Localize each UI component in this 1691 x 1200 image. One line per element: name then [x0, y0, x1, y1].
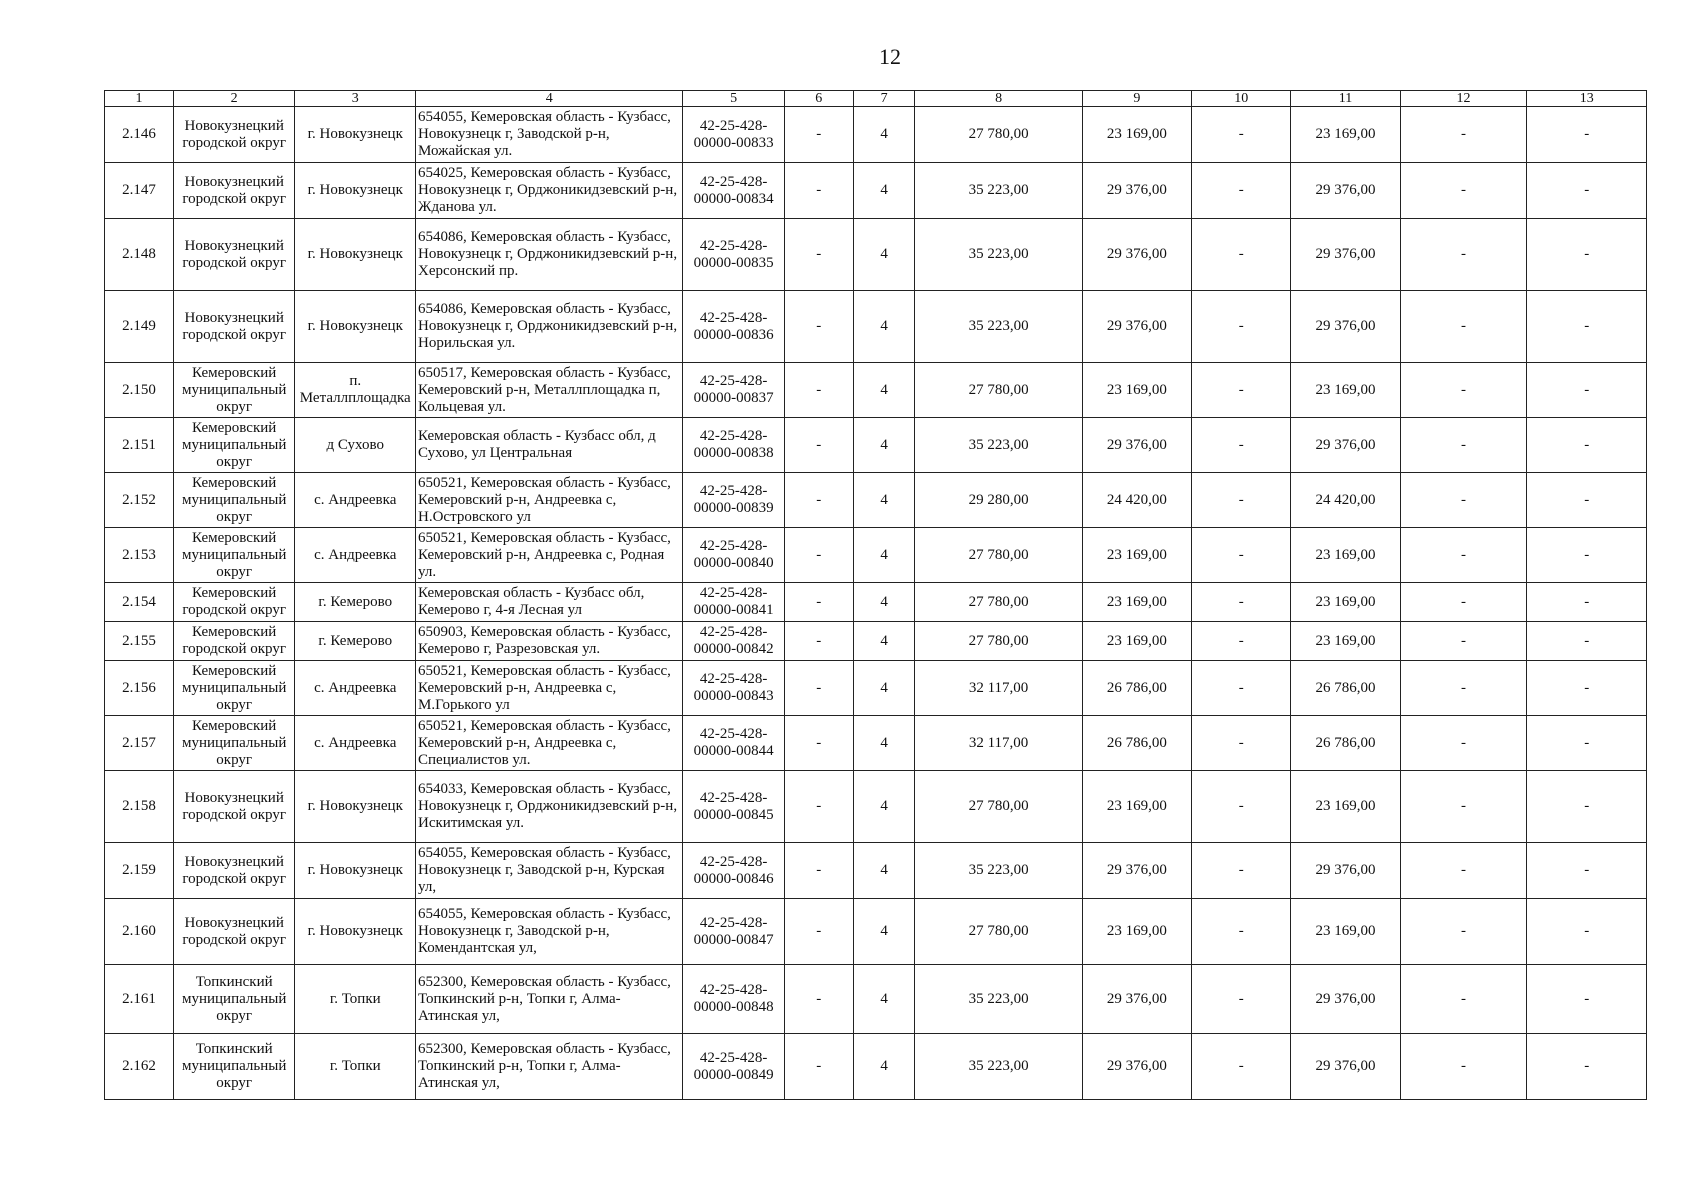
code-cell: 42-25-428-00000-00839 — [683, 473, 784, 528]
column-header: 10 — [1192, 91, 1291, 107]
column-header: 4 — [416, 91, 683, 107]
col8-cell: 35 223,00 — [915, 965, 1082, 1034]
col11-cell: 29 376,00 — [1291, 843, 1400, 899]
district-cell: Новокузнецкий городской округ — [173, 163, 295, 219]
col11-cell: 24 420,00 — [1291, 473, 1400, 528]
address-cell: 650521, Кемеровская область - Кузбасс, Кемеровский р-н, Андреевка с, Специалистов ул. — [416, 716, 683, 771]
col11-cell: 26 786,00 — [1291, 716, 1400, 771]
col6-cell: - — [784, 716, 853, 771]
col13-cell: - — [1527, 528, 1647, 583]
col11-cell: 29 376,00 — [1291, 163, 1400, 219]
col7-cell: 4 — [853, 716, 915, 771]
col11-cell: 29 376,00 — [1291, 1034, 1400, 1100]
column-header: 13 — [1527, 91, 1647, 107]
col11-cell: 23 169,00 — [1291, 107, 1400, 163]
col12-cell: - — [1400, 622, 1527, 661]
locality-cell: г. Кемерово — [295, 622, 416, 661]
col7-cell: 4 — [853, 418, 915, 473]
address-cell: 654086, Кемеровская область - Кузбасс, Новокузнецк г, Орджоникидзевский р-н, Норильская ул. — [416, 291, 683, 363]
col8-cell: 29 280,00 — [915, 473, 1082, 528]
table-row — [105, 843, 1647, 899]
col10-cell: - — [1192, 583, 1291, 622]
code-cell: 42-25-428-00000-00849 — [683, 1034, 784, 1100]
col9-cell: 29 376,00 — [1082, 1034, 1191, 1100]
col9-cell: 23 169,00 — [1082, 583, 1191, 622]
column-header: 7 — [853, 91, 915, 107]
col13-cell: - — [1527, 107, 1647, 163]
col6-cell: - — [784, 363, 853, 418]
district-cell: Кемеровский муниципальный округ — [173, 418, 295, 473]
code-cell: 42-25-428-00000-00836 — [683, 291, 784, 363]
col9-cell: 23 169,00 — [1082, 528, 1191, 583]
col7-cell: 4 — [853, 771, 915, 843]
locality-cell: г. Новокузнецк — [295, 107, 416, 163]
col9-cell: 29 376,00 — [1082, 219, 1191, 291]
col8-cell: 27 780,00 — [915, 899, 1082, 965]
col12-cell: - — [1400, 219, 1527, 291]
col13-cell: - — [1527, 771, 1647, 843]
col7-cell: 4 — [853, 965, 915, 1034]
locality-cell: г. Новокузнецк — [295, 899, 416, 965]
col6-cell: - — [784, 965, 853, 1034]
col9-cell: 26 786,00 — [1082, 661, 1191, 716]
col13-cell: - — [1527, 583, 1647, 622]
col12-cell: - — [1400, 528, 1527, 583]
district-cell: Кемеровский муниципальный округ — [173, 473, 295, 528]
district-cell: Новокузнецкий городской округ — [173, 843, 295, 899]
col10-cell: - — [1192, 528, 1291, 583]
col6-cell: - — [784, 291, 853, 363]
address-cell: Кемеровская область - Кузбасс обл, Кемерово г, 4-я Лесная ул — [416, 583, 683, 622]
col10-cell: - — [1192, 965, 1291, 1034]
col11-cell: 29 376,00 — [1291, 965, 1400, 1034]
col8-cell: 35 223,00 — [915, 1034, 1082, 1100]
address-cell: 654033, Кемеровская область - Кузбасс, Новокузнецк г, Орджоникидзевский р-н, Искитимская ул. — [416, 771, 683, 843]
table-row — [105, 163, 1647, 219]
col11-cell: 23 169,00 — [1291, 622, 1400, 661]
col12-cell: - — [1400, 843, 1527, 899]
locality-cell: г. Новокузнецк — [295, 771, 416, 843]
col6-cell: - — [784, 622, 853, 661]
district-cell: Кемеровский городской округ — [173, 583, 295, 622]
col10-cell: - — [1192, 771, 1291, 843]
col12-cell: - — [1400, 291, 1527, 363]
row-number: 2.156 — [105, 661, 174, 716]
col11-cell: 29 376,00 — [1291, 219, 1400, 291]
locality-cell: с. Андреевка — [295, 473, 416, 528]
row-number: 2.149 — [105, 291, 174, 363]
locality-cell: г. Топки — [295, 1034, 416, 1100]
code-cell: 42-25-428-00000-00842 — [683, 622, 784, 661]
column-header: 8 — [915, 91, 1082, 107]
col9-cell: 26 786,00 — [1082, 716, 1191, 771]
col9-cell: 29 376,00 — [1082, 843, 1191, 899]
col7-cell: 4 — [853, 363, 915, 418]
code-cell: 42-25-428-00000-00844 — [683, 716, 784, 771]
row-number: 2.154 — [105, 583, 174, 622]
district-cell: Новокузнецкий городской округ — [173, 107, 295, 163]
locality-cell: с. Андреевка — [295, 661, 416, 716]
col6-cell: - — [784, 219, 853, 291]
col10-cell: - — [1192, 622, 1291, 661]
col13-cell: - — [1527, 1034, 1647, 1100]
col9-cell: 29 376,00 — [1082, 418, 1191, 473]
col7-cell: 4 — [853, 899, 915, 965]
col10-cell: - — [1192, 716, 1291, 771]
col9-cell: 23 169,00 — [1082, 622, 1191, 661]
table-row — [105, 622, 1647, 661]
col11-cell: 23 169,00 — [1291, 583, 1400, 622]
col12-cell: - — [1400, 1034, 1527, 1100]
header-row — [105, 91, 1647, 107]
column-header: 9 — [1082, 91, 1191, 107]
col6-cell: - — [784, 583, 853, 622]
locality-cell: г. Новокузнецк — [295, 163, 416, 219]
district-cell: Кемеровский муниципальный округ — [173, 528, 295, 583]
col8-cell: 27 780,00 — [915, 771, 1082, 843]
col11-cell: 29 376,00 — [1291, 291, 1400, 363]
col13-cell: - — [1527, 473, 1647, 528]
col13-cell: - — [1527, 163, 1647, 219]
row-number: 2.147 — [105, 163, 174, 219]
col13-cell: - — [1527, 965, 1647, 1034]
code-cell: 42-25-428-00000-00833 — [683, 107, 784, 163]
col6-cell: - — [784, 899, 853, 965]
locality-cell: с. Андреевка — [295, 528, 416, 583]
col9-cell: 29 376,00 — [1082, 965, 1191, 1034]
col11-cell: 23 169,00 — [1291, 899, 1400, 965]
col10-cell: - — [1192, 163, 1291, 219]
col6-cell: - — [784, 771, 853, 843]
col10-cell: - — [1192, 473, 1291, 528]
col9-cell: 29 376,00 — [1082, 291, 1191, 363]
table-row — [105, 1034, 1647, 1100]
col10-cell: - — [1192, 899, 1291, 965]
address-cell: 654055, Кемеровская область - Кузбасс, Новокузнецк г, Заводской р-н, Курская ул, — [416, 843, 683, 899]
code-cell: 42-25-428-00000-00848 — [683, 965, 784, 1034]
col12-cell: - — [1400, 965, 1527, 1034]
col7-cell: 4 — [853, 107, 915, 163]
table-row — [105, 899, 1647, 965]
locality-cell: г. Топки — [295, 965, 416, 1034]
table-row — [105, 291, 1647, 363]
col11-cell: 23 169,00 — [1291, 363, 1400, 418]
col12-cell: - — [1400, 716, 1527, 771]
col8-cell: 27 780,00 — [915, 363, 1082, 418]
address-cell: 650903, Кемеровская область - Кузбасс, Кемерово г, Разрезовская ул. — [416, 622, 683, 661]
col13-cell: - — [1527, 661, 1647, 716]
address-cell: 652300, Кемеровская область - Кузбасс, Топкинский р-н, Топки г, Алма-Атинская ул, — [416, 965, 683, 1034]
locality-cell: п. Металлплощадка — [295, 363, 416, 418]
district-cell: Новокузнецкий городской округ — [173, 771, 295, 843]
col13-cell: - — [1527, 622, 1647, 661]
col7-cell: 4 — [853, 528, 915, 583]
code-cell: 42-25-428-00000-00834 — [683, 163, 784, 219]
col8-cell: 35 223,00 — [915, 163, 1082, 219]
col12-cell: - — [1400, 473, 1527, 528]
col9-cell: 23 169,00 — [1082, 771, 1191, 843]
table-row — [105, 716, 1647, 771]
col13-cell: - — [1527, 716, 1647, 771]
col7-cell: 4 — [853, 843, 915, 899]
table-row — [105, 528, 1647, 583]
address-cell: 654086, Кемеровская область - Кузбасс, Новокузнецк г, Орджоникидзевский р-н, Херсонский пр. — [416, 219, 683, 291]
col10-cell: - — [1192, 661, 1291, 716]
row-number: 2.146 — [105, 107, 174, 163]
locality-cell: г. Новокузнецк — [295, 219, 416, 291]
col13-cell: - — [1527, 291, 1647, 363]
col7-cell: 4 — [853, 622, 915, 661]
locality-cell: г. Кемерово — [295, 583, 416, 622]
row-number: 2.150 — [105, 363, 174, 418]
col7-cell: 4 — [853, 473, 915, 528]
col12-cell: - — [1400, 418, 1527, 473]
col12-cell: - — [1400, 899, 1527, 965]
locality-cell: с. Андреевка — [295, 716, 416, 771]
address-cell: 650521, Кемеровская область - Кузбасс, Кемеровский р-н, Андреевка с, Н.Островского ул — [416, 473, 683, 528]
table-row — [105, 107, 1647, 163]
col12-cell: - — [1400, 583, 1527, 622]
col8-cell: 27 780,00 — [915, 622, 1082, 661]
col10-cell: - — [1192, 291, 1291, 363]
row-number: 2.158 — [105, 771, 174, 843]
col7-cell: 4 — [853, 291, 915, 363]
table-row — [105, 473, 1647, 528]
col8-cell: 32 117,00 — [915, 716, 1082, 771]
district-cell: Кемеровский муниципальный округ — [173, 716, 295, 771]
col13-cell: - — [1527, 219, 1647, 291]
col8-cell: 32 117,00 — [915, 661, 1082, 716]
column-header: 2 — [173, 91, 295, 107]
col7-cell: 4 — [853, 219, 915, 291]
row-number: 2.148 — [105, 219, 174, 291]
district-cell: Топкинский муниципальный округ — [173, 1034, 295, 1100]
table-row — [105, 219, 1647, 291]
address-cell: 650521, Кемеровская область - Кузбасс, Кемеровский р-н, Андреевка с, Родная ул. — [416, 528, 683, 583]
column-header: 6 — [784, 91, 853, 107]
code-cell: 42-25-428-00000-00838 — [683, 418, 784, 473]
col6-cell: - — [784, 843, 853, 899]
table-row — [105, 661, 1647, 716]
col9-cell: 23 169,00 — [1082, 899, 1191, 965]
district-cell: Кемеровский муниципальный округ — [173, 363, 295, 418]
address-cell: 650521, Кемеровская область - Кузбасс, Кемеровский р-н, Андреевка с, М.Горького ул — [416, 661, 683, 716]
code-cell: 42-25-428-00000-00840 — [683, 528, 784, 583]
column-header: 1 — [105, 91, 174, 107]
data-table — [104, 90, 1647, 1100]
table-row — [105, 965, 1647, 1034]
district-cell: Новокузнецкий городской округ — [173, 219, 295, 291]
col7-cell: 4 — [853, 1034, 915, 1100]
district-cell: Топкинский муниципальный округ — [173, 965, 295, 1034]
col6-cell: - — [784, 661, 853, 716]
table-row — [105, 418, 1647, 473]
col9-cell: 23 169,00 — [1082, 363, 1191, 418]
locality-cell: г. Новокузнецк — [295, 843, 416, 899]
code-cell: 42-25-428-00000-00837 — [683, 363, 784, 418]
col6-cell: - — [784, 418, 853, 473]
col12-cell: - — [1400, 363, 1527, 418]
district-cell: Кемеровский муниципальный округ — [173, 661, 295, 716]
address-cell: 654055, Кемеровская область - Кузбасс, Новокузнецк г, Заводской р-н, Можайская ул. — [416, 107, 683, 163]
row-number: 2.159 — [105, 843, 174, 899]
col8-cell: 35 223,00 — [915, 219, 1082, 291]
col9-cell: 23 169,00 — [1082, 107, 1191, 163]
row-number: 2.153 — [105, 528, 174, 583]
col13-cell: - — [1527, 363, 1647, 418]
col11-cell: 23 169,00 — [1291, 771, 1400, 843]
address-cell: 650517, Кемеровская область - Кузбасс, Кемеровский р-н, Металлплощадка п, Кольцевая ул. — [416, 363, 683, 418]
code-cell: 42-25-428-00000-00835 — [683, 219, 784, 291]
district-cell: Новокузнецкий городской округ — [173, 291, 295, 363]
col6-cell: - — [784, 473, 853, 528]
table-row — [105, 583, 1647, 622]
col6-cell: - — [784, 107, 853, 163]
column-header: 5 — [683, 91, 784, 107]
code-cell: 42-25-428-00000-00845 — [683, 771, 784, 843]
district-cell: Новокузнецкий городской округ — [173, 899, 295, 965]
col11-cell: 26 786,00 — [1291, 661, 1400, 716]
code-cell: 42-25-428-00000-00847 — [683, 899, 784, 965]
address-cell: 654025, Кемеровская область - Кузбасс, Новокузнецк г, Орджоникидзевский р-н, Жданова ул. — [416, 163, 683, 219]
table-row — [105, 363, 1647, 418]
row-number: 2.152 — [105, 473, 174, 528]
col11-cell: 29 376,00 — [1291, 418, 1400, 473]
col6-cell: - — [784, 1034, 853, 1100]
col10-cell: - — [1192, 219, 1291, 291]
col9-cell: 24 420,00 — [1082, 473, 1191, 528]
col10-cell: - — [1192, 843, 1291, 899]
col10-cell: - — [1192, 107, 1291, 163]
col10-cell: - — [1192, 363, 1291, 418]
code-cell: 42-25-428-00000-00841 — [683, 583, 784, 622]
col8-cell: 35 223,00 — [915, 843, 1082, 899]
col12-cell: - — [1400, 771, 1527, 843]
column-header: 3 — [295, 91, 416, 107]
col10-cell: - — [1192, 418, 1291, 473]
address-cell: 652300, Кемеровская область - Кузбасс, Топкинский р-н, Топки г, Алма-Атинская ул, — [416, 1034, 683, 1100]
col12-cell: - — [1400, 661, 1527, 716]
col13-cell: - — [1527, 899, 1647, 965]
row-number: 2.162 — [105, 1034, 174, 1100]
col13-cell: - — [1527, 418, 1647, 473]
row-number: 2.151 — [105, 418, 174, 473]
district-cell: Кемеровский городской округ — [173, 622, 295, 661]
row-number: 2.157 — [105, 716, 174, 771]
address-cell: 654055, Кемеровская область - Кузбасс, Новокузнецк г, Заводской р-н, Комендантская ул, — [416, 899, 683, 965]
col11-cell: 23 169,00 — [1291, 528, 1400, 583]
code-cell: 42-25-428-00000-00846 — [683, 843, 784, 899]
col8-cell: 27 780,00 — [915, 107, 1082, 163]
row-number: 2.155 — [105, 622, 174, 661]
col7-cell: 4 — [853, 661, 915, 716]
table-row — [105, 771, 1647, 843]
col12-cell: - — [1400, 107, 1527, 163]
col8-cell: 35 223,00 — [915, 418, 1082, 473]
col9-cell: 29 376,00 — [1082, 163, 1191, 219]
code-cell: 42-25-428-00000-00843 — [683, 661, 784, 716]
col13-cell: - — [1527, 843, 1647, 899]
col12-cell: - — [1400, 163, 1527, 219]
column-header: 12 — [1400, 91, 1527, 107]
col6-cell: - — [784, 163, 853, 219]
page-number: 12 — [879, 44, 901, 69]
row-number: 2.161 — [105, 965, 174, 1034]
col8-cell: 27 780,00 — [915, 583, 1082, 622]
row-number: 2.160 — [105, 899, 174, 965]
address-cell: Кемеровская область - Кузбасс обл, д Сухово, ул Центральная — [416, 418, 683, 473]
column-header: 11 — [1291, 91, 1400, 107]
locality-cell: г. Новокузнецк — [295, 291, 416, 363]
col7-cell: 4 — [853, 583, 915, 622]
col6-cell: - — [784, 528, 853, 583]
col10-cell: - — [1192, 1034, 1291, 1100]
col8-cell: 27 780,00 — [915, 528, 1082, 583]
col8-cell: 35 223,00 — [915, 291, 1082, 363]
col7-cell: 4 — [853, 163, 915, 219]
locality-cell: д Сухово — [295, 418, 416, 473]
